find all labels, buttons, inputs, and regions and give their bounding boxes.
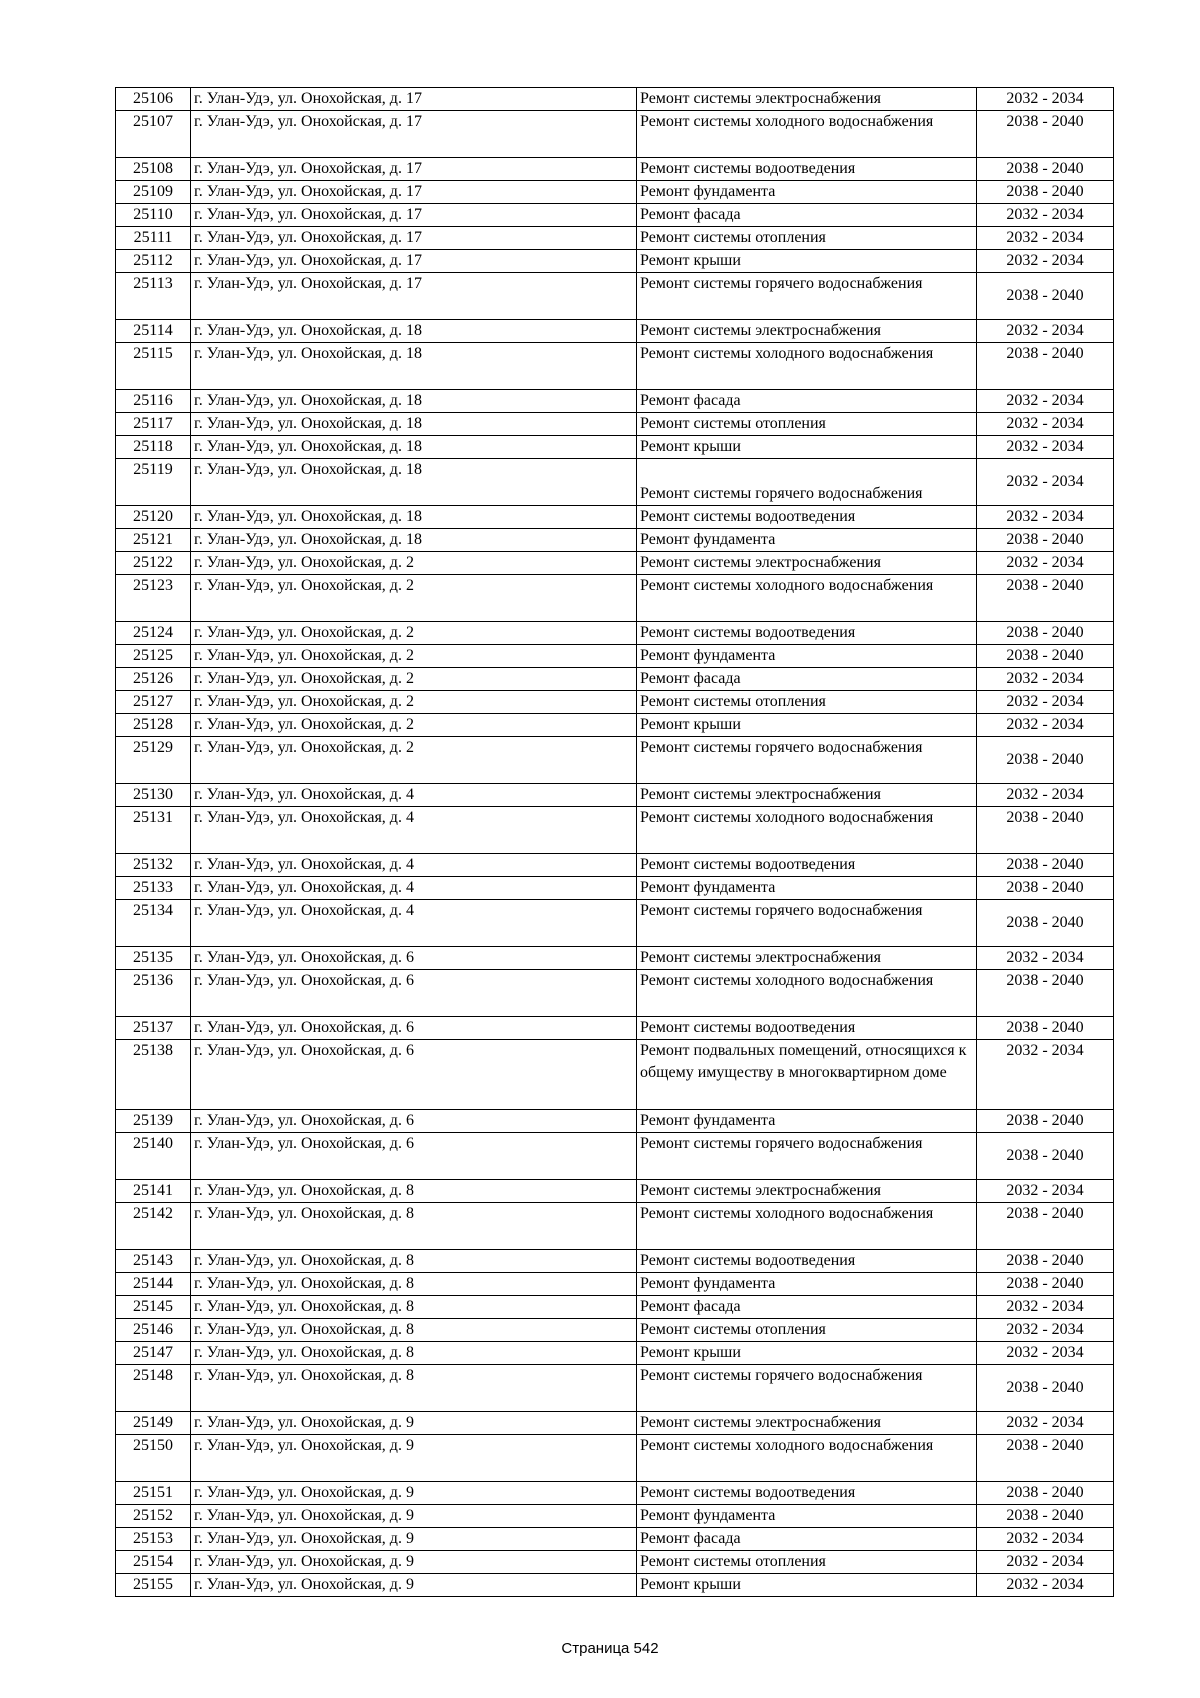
page-number: Страница 542 [561,1640,659,1657]
table-row [116,1203,1114,1250]
row-address: г. Улан-Удэ, ул. Онохойская, д. 2 [191,691,637,714]
row-work-type: Ремонт системы отопления [637,691,977,714]
row-years: 2038 - 2040 [977,900,1114,947]
row-address: г. Улан-Удэ, ул. Онохойская, д. 17 [191,181,637,204]
table-row [116,1505,1114,1528]
row-work-type: Ремонт крыши [637,436,977,459]
table-row [116,320,1114,343]
row-years: 2038 - 2040 [977,111,1114,158]
row-address: г. Улан-Удэ, ул. Онохойская, д. 9 [191,1528,637,1551]
table-row [116,1040,1114,1110]
row-number: 25124 [116,622,191,645]
row-number: 25153 [116,1528,191,1551]
row-years: 2032 - 2034 [977,413,1114,436]
table-row [116,436,1114,459]
table-row [116,1017,1114,1040]
row-years: 2038 - 2040 [977,1133,1114,1180]
row-number: 25147 [116,1342,191,1365]
row-years: 2032 - 2034 [977,1528,1114,1551]
row-number: 25152 [116,1505,191,1528]
row-number: 25119 [116,459,191,506]
row-work-type: Ремонт системы горячего водоснабжения [637,273,977,320]
table-row [116,158,1114,181]
row-years: 2038 - 2040 [977,575,1114,622]
row-address: г. Улан-Удэ, ул. Онохойская, д. 2 [191,645,637,668]
table-row [116,1296,1114,1319]
table-row [116,343,1114,390]
row-address: г. Улан-Удэ, ул. Онохойская, д. 9 [191,1482,637,1505]
row-years: 2038 - 2040 [977,645,1114,668]
row-address: г. Улан-Удэ, ул. Онохойская, д. 9 [191,1435,637,1482]
table-body [116,88,1114,1597]
row-work-type: Ремонт системы горячего водоснабжения [637,1365,977,1412]
row-address: г. Улан-Удэ, ул. Онохойская, д. 8 [191,1250,637,1273]
row-work-type: Ремонт системы холодного водоснабжения [637,970,977,1017]
row-years: 2032 - 2034 [977,506,1114,529]
row-address: г. Улан-Удэ, ул. Онохойская, д. 8 [191,1273,637,1296]
row-address: г. Улан-Удэ, ул. Онохойская, д. 9 [191,1505,637,1528]
row-work-type: Ремонт фундамента [637,645,977,668]
row-address: г. Улан-Удэ, ул. Онохойская, д. 18 [191,390,637,413]
row-address: г. Улан-Удэ, ул. Онохойская, д. 17 [191,204,637,227]
row-work-type: Ремонт крыши [637,1574,977,1597]
table-row [116,737,1114,784]
row-number: 25128 [116,714,191,737]
table-row [116,1435,1114,1482]
row-number: 25155 [116,1574,191,1597]
row-address: г. Улан-Удэ, ул. Онохойская, д. 17 [191,158,637,181]
row-number: 25127 [116,691,191,714]
row-number: 25114 [116,320,191,343]
row-address: г. Улан-Удэ, ул. Онохойская, д. 6 [191,947,637,970]
row-address: г. Улан-Удэ, ул. Онохойская, д. 8 [191,1180,637,1203]
table-row [116,88,1114,111]
row-address: г. Улан-Удэ, ул. Онохойская, д. 9 [191,1412,637,1435]
row-number: 25123 [116,575,191,622]
row-years: 2032 - 2034 [977,459,1114,506]
row-number: 25151 [116,1482,191,1505]
row-address: г. Улан-Удэ, ул. Онохойская, д. 2 [191,714,637,737]
row-work-type: Ремонт крыши [637,250,977,273]
row-number: 25145 [116,1296,191,1319]
row-number: 25117 [116,413,191,436]
row-address: г. Улан-Удэ, ул. Онохойская, д. 2 [191,622,637,645]
row-years: 2038 - 2040 [977,622,1114,645]
row-number: 25133 [116,877,191,900]
row-work-type: Ремонт системы горячего водоснабжения [637,900,977,947]
row-years: 2038 - 2040 [977,1482,1114,1505]
table-row [116,714,1114,737]
row-work-type: Ремонт системы электроснабжения [637,88,977,111]
row-years: 2038 - 2040 [977,343,1114,390]
row-number: 25143 [116,1250,191,1273]
row-address: г. Улан-Удэ, ул. Онохойская, д. 18 [191,436,637,459]
row-years: 2032 - 2034 [977,1342,1114,1365]
row-address: г. Улан-Удэ, ул. Онохойская, д. 8 [191,1319,637,1342]
row-work-type: Ремонт системы холодного водоснабжения [637,343,977,390]
row-work-type: Ремонт системы электроснабжения [637,552,977,575]
row-number: 25118 [116,436,191,459]
row-number: 25138 [116,1040,191,1110]
row-years: 2038 - 2040 [977,807,1114,854]
row-address: г. Улан-Удэ, ул. Онохойская, д. 6 [191,1040,637,1110]
row-number: 25122 [116,552,191,575]
row-number: 25139 [116,1110,191,1133]
row-years: 2032 - 2034 [977,320,1114,343]
table-row [116,1551,1114,1574]
row-work-type: Ремонт системы водоотведения [637,854,977,877]
row-work-type: Ремонт системы водоотведения [637,1250,977,1273]
row-work-type: Ремонт системы отопления [637,1551,977,1574]
table-row [116,691,1114,714]
row-work-type: Ремонт системы отопления [637,227,977,250]
row-address: г. Улан-Удэ, ул. Онохойская, д. 8 [191,1342,637,1365]
row-years: 2038 - 2040 [977,1203,1114,1250]
row-work-type: Ремонт системы отопления [637,1319,977,1342]
table-row [116,204,1114,227]
row-work-type: Ремонт системы электроснабжения [637,320,977,343]
row-number: 25129 [116,737,191,784]
table-row [116,970,1114,1017]
row-work-type: Ремонт системы водоотведения [637,1017,977,1040]
row-years: 2038 - 2040 [977,1017,1114,1040]
row-address: г. Улан-Удэ, ул. Онохойская, д. 4 [191,807,637,854]
table-row [116,552,1114,575]
row-work-type: Ремонт крыши [637,714,977,737]
row-years: 2038 - 2040 [977,1110,1114,1133]
row-years: 2032 - 2034 [977,784,1114,807]
row-work-type: Ремонт системы водоотведения [637,1482,977,1505]
row-work-type: Ремонт системы электроснабжения [637,947,977,970]
row-work-type: Ремонт системы холодного водоснабжения [637,1435,977,1482]
table-row [116,459,1114,506]
row-years: 2032 - 2034 [977,668,1114,691]
row-number: 25144 [116,1273,191,1296]
table-row [116,227,1114,250]
table-row [116,1412,1114,1435]
row-number: 25130 [116,784,191,807]
table-row [116,413,1114,436]
row-years: 2032 - 2034 [977,250,1114,273]
table-row [116,529,1114,552]
row-address: г. Улан-Удэ, ул. Онохойская, д. 8 [191,1296,637,1319]
row-work-type: Ремонт системы горячего водоснабжения [637,459,977,506]
row-years: 2038 - 2040 [977,1273,1114,1296]
row-years: 2032 - 2034 [977,204,1114,227]
row-work-type: Ремонт фасада [637,390,977,413]
row-number: 25126 [116,668,191,691]
table-row [116,807,1114,854]
row-address: г. Улан-Удэ, ул. Онохойская, д. 17 [191,88,637,111]
row-number: 25108 [116,158,191,181]
table-row [116,575,1114,622]
row-number: 25132 [116,854,191,877]
row-work-type: Ремонт системы холодного водоснабжения [637,111,977,158]
row-years: 2038 - 2040 [977,970,1114,1017]
table-row [116,1342,1114,1365]
row-number: 25149 [116,1412,191,1435]
table-row [116,111,1114,158]
table-row [116,900,1114,947]
row-address: г. Улан-Удэ, ул. Онохойская, д. 6 [191,1110,637,1133]
row-years: 2038 - 2040 [977,158,1114,181]
row-number: 25110 [116,204,191,227]
row-number: 25113 [116,273,191,320]
row-number: 25142 [116,1203,191,1250]
table-row [116,1273,1114,1296]
row-number: 25131 [116,807,191,854]
row-work-type: Ремонт фасада [637,1528,977,1551]
table-row [116,1528,1114,1551]
row-address: г. Улан-Удэ, ул. Онохойская, д. 17 [191,250,637,273]
row-years: 2032 - 2034 [977,1319,1114,1342]
row-address: г. Улан-Удэ, ул. Онохойская, д. 4 [191,877,637,900]
row-years: 2032 - 2034 [977,436,1114,459]
row-work-type: Ремонт подвальных помещений, относящихся к общему имуществу в многоквартирном доме [637,1040,977,1110]
row-number: 25141 [116,1180,191,1203]
row-address: г. Улан-Удэ, ул. Онохойская, д. 9 [191,1551,637,1574]
row-years: 2038 - 2040 [977,854,1114,877]
row-work-type: Ремонт крыши [637,1342,977,1365]
table-row [116,390,1114,413]
row-address: г. Улан-Удэ, ул. Онохойская, д. 4 [191,900,637,947]
row-number: 25107 [116,111,191,158]
row-work-type: Ремонт фундамента [637,1273,977,1296]
page-footer [0,1640,1200,1657]
row-address: г. Улан-Удэ, ул. Онохойская, д. 2 [191,668,637,691]
row-number: 25109 [116,181,191,204]
row-years: 2038 - 2040 [977,877,1114,900]
table-row [116,784,1114,807]
row-work-type: Ремонт системы холодного водоснабжения [637,1203,977,1250]
row-years: 2038 - 2040 [977,529,1114,552]
row-years: 2032 - 2034 [977,1296,1114,1319]
row-number: 25137 [116,1017,191,1040]
table-row [116,250,1114,273]
row-address: г. Улан-Удэ, ул. Онохойская, д. 17 [191,111,637,158]
row-address: г. Улан-Удэ, ул. Онохойская, д. 17 [191,273,637,320]
table-row [116,1180,1114,1203]
row-years: 2032 - 2034 [977,691,1114,714]
row-years: 2032 - 2034 [977,1574,1114,1597]
row-address: г. Улан-Удэ, ул. Онохойская, д. 6 [191,1017,637,1040]
row-years: 2032 - 2034 [977,947,1114,970]
table-row [116,1574,1114,1597]
row-work-type: Ремонт системы холодного водоснабжения [637,575,977,622]
table-row [116,645,1114,668]
table-row [116,1319,1114,1342]
row-years: 2032 - 2034 [977,1551,1114,1574]
row-address: г. Улан-Удэ, ул. Онохойская, д. 18 [191,506,637,529]
row-work-type: Ремонт фасада [637,204,977,227]
row-years: 2038 - 2040 [977,737,1114,784]
row-years: 2038 - 2040 [977,181,1114,204]
row-work-type: Ремонт фундамента [637,529,977,552]
row-number: 25115 [116,343,191,390]
table-row [116,877,1114,900]
table-row [116,1482,1114,1505]
table-row [116,181,1114,204]
row-years: 2032 - 2034 [977,227,1114,250]
row-number: 25136 [116,970,191,1017]
row-years: 2032 - 2034 [977,88,1114,111]
row-number: 25134 [116,900,191,947]
row-address: г. Улан-Удэ, ул. Онохойская, д. 4 [191,854,637,877]
row-work-type: Ремонт системы отопления [637,413,977,436]
row-work-type: Ремонт фундамента [637,877,977,900]
row-work-type: Ремонт системы электроснабжения [637,1412,977,1435]
row-work-type: Ремонт системы водоотведения [637,506,977,529]
row-address: г. Улан-Удэ, ул. Онохойская, д. 6 [191,1133,637,1180]
row-years: 2032 - 2034 [977,714,1114,737]
row-address: г. Улан-Удэ, ул. Онохойская, д. 18 [191,529,637,552]
row-number: 25106 [116,88,191,111]
row-work-type: Ремонт системы водоотведения [637,158,977,181]
table-row [116,1250,1114,1273]
row-address: г. Улан-Удэ, ул. Онохойская, д. 8 [191,1365,637,1412]
row-number: 25125 [116,645,191,668]
row-years: 2032 - 2034 [977,1180,1114,1203]
row-address: г. Улан-Удэ, ул. Онохойская, д. 2 [191,737,637,784]
row-address: г. Улан-Удэ, ул. Онохойская, д. 2 [191,552,637,575]
row-years: 2032 - 2034 [977,1040,1114,1110]
row-address: г. Улан-Удэ, ул. Онохойская, д. 2 [191,575,637,622]
row-work-type: Ремонт системы водоотведения [637,622,977,645]
row-work-type: Ремонт фундамента [637,181,977,204]
row-years: 2038 - 2040 [977,1435,1114,1482]
row-work-type: Ремонт фасада [637,1296,977,1319]
row-years: 2032 - 2034 [977,552,1114,575]
row-number: 25116 [116,390,191,413]
row-work-type: Ремонт фундамента [637,1505,977,1528]
table-row [116,1133,1114,1180]
row-number: 25150 [116,1435,191,1482]
table-row [116,668,1114,691]
row-number: 25135 [116,947,191,970]
row-number: 25120 [116,506,191,529]
row-address: г. Улан-Удэ, ул. Онохойская, д. 8 [191,1203,637,1250]
row-number: 25148 [116,1365,191,1412]
row-work-type: Ремонт системы холодного водоснабжения [637,807,977,854]
table-row [116,1365,1114,1412]
row-work-type: Ремонт фасада [637,668,977,691]
row-years: 2038 - 2040 [977,1505,1114,1528]
row-years: 2032 - 2034 [977,390,1114,413]
row-number: 25112 [116,250,191,273]
row-address: г. Улан-Удэ, ул. Онохойская, д. 4 [191,784,637,807]
row-address: г. Улан-Удэ, ул. Онохойская, д. 18 [191,343,637,390]
table-row [116,1110,1114,1133]
table-row [116,506,1114,529]
row-address: г. Улан-Удэ, ул. Онохойская, д. 18 [191,459,637,506]
table-row [116,273,1114,320]
row-number: 25154 [116,1551,191,1574]
row-work-type: Ремонт системы электроснабжения [637,784,977,807]
row-number: 25111 [116,227,191,250]
row-years: 2038 - 2040 [977,1250,1114,1273]
row-work-type: Ремонт системы горячего водоснабжения [637,1133,977,1180]
row-years: 2038 - 2040 [977,273,1114,320]
row-years: 2032 - 2034 [977,1412,1114,1435]
row-number: 25121 [116,529,191,552]
repair-schedule-table [115,87,1114,1597]
table-row [116,947,1114,970]
table-row [116,622,1114,645]
row-address: г. Улан-Удэ, ул. Онохойская, д. 6 [191,970,637,1017]
table-row [116,854,1114,877]
row-address: г. Улан-Удэ, ул. Онохойская, д. 18 [191,413,637,436]
row-address: г. Улан-Удэ, ул. Онохойская, д. 9 [191,1574,637,1597]
row-address: г. Улан-Удэ, ул. Онохойская, д. 17 [191,227,637,250]
row-number: 25146 [116,1319,191,1342]
row-address: г. Улан-Удэ, ул. Онохойская, д. 18 [191,320,637,343]
row-years: 2038 - 2040 [977,1365,1114,1412]
row-work-type: Ремонт системы электроснабжения [637,1180,977,1203]
row-work-type: Ремонт системы горячего водоснабжения [637,737,977,784]
row-work-type: Ремонт фундамента [637,1110,977,1133]
row-number: 25140 [116,1133,191,1180]
